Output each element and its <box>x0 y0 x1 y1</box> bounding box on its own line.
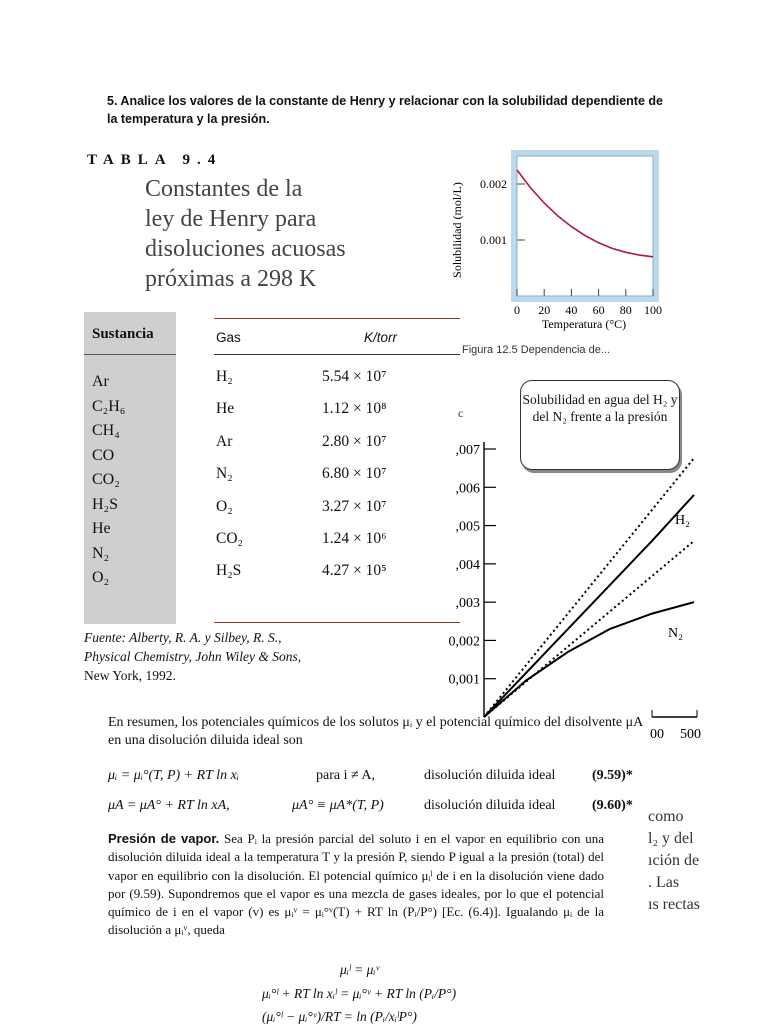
table-row <box>214 558 460 590</box>
table-source <box>84 628 384 685</box>
table-header-rule <box>214 354 460 355</box>
table-row <box>214 396 460 428</box>
y-tick-label: ,003 <box>455 596 480 612</box>
gas-cell: N₂ <box>216 465 233 483</box>
y-tick-label: 0.002 <box>480 177 507 191</box>
substance-item: Ar <box>92 373 109 390</box>
x-tick-label: 40 <box>565 303 578 317</box>
equation-number: (9.59)* <box>592 768 633 783</box>
x-tick-label: 500 <box>680 727 701 740</box>
x-tick-label: 60 <box>592 303 605 317</box>
table-title-line: ley de Henry para <box>145 206 317 232</box>
k-cell: 6.80 × 10⁷ <box>322 465 387 483</box>
table-row <box>214 364 460 396</box>
substance-item: C₂H₆ <box>92 397 126 415</box>
y-axis-label: Solubilidad (mol/L) <box>450 182 464 278</box>
gas-cell: CO₂ <box>216 529 243 547</box>
figure-caption-fragment: Figura 12.5 Dependencia de... <box>462 344 610 356</box>
y-tick-label: 0,002 <box>448 634 480 650</box>
substance-item: N₂ <box>92 544 110 562</box>
y-tick-label: 0.001 <box>480 233 507 247</box>
table-title <box>145 174 346 294</box>
table-row <box>214 429 460 461</box>
equation-label: disolución diluida ideal <box>424 768 556 783</box>
equation-lhs: μA = μA° + RT ln xA, <box>108 798 230 813</box>
x-tick-label: 20 <box>538 303 551 317</box>
question-text: 5. Analice los valores de la constante de Henry y relacionar con la solubilidad dependiente de la temperatura y la presión. <box>107 94 663 126</box>
bottom-equation: μᵢˡ = μᵢᵛ <box>340 962 380 977</box>
substance-column <box>84 312 176 624</box>
x-tick-label: 0 <box>514 303 520 317</box>
vapor-pressure-paragraph <box>108 830 604 940</box>
solubility-temperature-chart <box>447 150 707 335</box>
gas-cell: Ar <box>216 432 233 450</box>
text-fragment: l₂ y del <box>648 830 694 847</box>
k-cell: 3.27 × 10⁷ <box>322 497 387 515</box>
callout-text: Solubilidad en agua del H₂ y del N₂ frente a la presión <box>522 392 678 424</box>
source-line: Fuente: Alberty, R. A. y Silbey, R. S., <box>84 630 282 645</box>
gas-cell: H₂ <box>216 368 233 385</box>
x-tick-label: 00 <box>650 727 664 740</box>
k-cell: 4.27 × 10⁵ <box>322 562 387 580</box>
substance-header: Sustancia <box>92 326 154 342</box>
table-bottom-rule <box>214 622 460 623</box>
n2-curve <box>484 602 694 717</box>
x-axis-label: Temperatura (°C) <box>541 317 627 331</box>
series-label-h2: H₂ <box>675 513 690 528</box>
h2-curve <box>484 495 694 717</box>
plot-area <box>517 156 653 296</box>
table-top-rule <box>214 318 460 319</box>
h2-ideal-line <box>484 458 694 717</box>
equation-lhs: μᵢ = μᵢ°(T, P) + RT ln xᵢ <box>108 768 240 783</box>
source-line: Physical Chemistry, John Wiley & Sons, <box>84 649 302 664</box>
k-cell: 2.80 × 10⁷ <box>322 432 387 450</box>
equation-condition: μA° ≡ μA*(T, P) <box>292 798 384 813</box>
equation-label: disolución diluida ideal <box>424 798 556 813</box>
series-label-n2: N₂ <box>668 626 683 641</box>
table-row <box>214 526 460 558</box>
k-header: K/torr <box>364 330 398 345</box>
gas-header: Gas <box>216 330 241 345</box>
gas-cell: O₂ <box>216 497 233 515</box>
text-fragment: como <box>648 808 684 825</box>
right-text-fragments <box>648 806 768 916</box>
vapor-title: Presión de vapor. <box>108 831 220 846</box>
vapor-body: Sea Pᵢ la presión parcial del soluto i en el vapor en equilibrio con una disolución diluida ideal a la temperatura T y la presión P, siendo P igual a la presión (total) del vapor en equilibrio con la disolución. El potencial químico μᵢˡ de i en la disolución viene dado por (9.59). Supondremos que el vapor es una mezcla de gases ideales, por lo que el potencial químico de i en el vapor (v) es μᵢᵛ = μᵢ°ᵛ(T) + RT ln (Pᵢ/P°) [Ec. (6.4)]. Igualando μᵢ de la disolución a μᵢᵛ, queda <box>108 831 605 938</box>
text-fragment: c <box>458 406 464 420</box>
divider <box>84 354 176 355</box>
y-tick-label: ,007 <box>455 443 480 458</box>
substance-item: H₂S <box>92 495 119 513</box>
substance-item: O₂ <box>92 569 110 586</box>
x-tick-label: 100 <box>644 303 662 317</box>
chart-callout <box>520 380 680 470</box>
table-title-line: Constantes de la <box>145 176 303 202</box>
substance-item: CO₂ <box>92 471 120 488</box>
source-line: New York, 1992. <box>84 668 176 683</box>
equation-number: (9.60)* <box>592 798 633 813</box>
gas-cell: He <box>216 400 235 418</box>
substance-item: He <box>92 520 111 537</box>
k-cell: 1.24 × 10⁶ <box>322 529 387 547</box>
substance-item: CO <box>92 446 115 464</box>
table-title-line: disoluciones acuosas <box>145 236 346 262</box>
n2-ideal-line <box>484 541 694 717</box>
k-cell: 5.54 × 10⁷ <box>322 368 387 385</box>
y-tick-label: 0,001 <box>448 672 480 688</box>
text-fragment: . Las <box>648 874 680 891</box>
substance-item: CH₄ <box>92 422 120 439</box>
gas-cell: H₂S <box>216 562 242 580</box>
summary-paragraph: En resumen, los potenciales químicos de los solutos μᵢ y el potencial químico del disolvente μA en una disolución diluida ideal son <box>108 715 643 748</box>
bottom-equation: (μᵢ°ˡ − μᵢ°ᵛ)/RT = ln (Pᵢ/xᵢˡP°) <box>262 1009 417 1024</box>
text-fragment: ıción de <box>648 852 700 869</box>
x-tick-label: 80 <box>619 303 632 317</box>
table-row <box>214 461 460 493</box>
y-tick-label: ,004 <box>455 557 480 573</box>
table-row <box>214 494 460 526</box>
equation-condition: para i ≠ A, <box>316 768 376 783</box>
bottom-equation: μᵢ°ˡ + RT ln xᵢˡ = μᵢ°ᵛ + RT ln (Pᵢ/P°) <box>262 986 457 1001</box>
k-cell: 1.12 × 10⁸ <box>322 400 387 418</box>
y-tick-label: ,006 <box>455 481 480 497</box>
table-label: TABLA 9.4 <box>87 152 223 168</box>
text-fragment: ıs rectas <box>648 896 700 913</box>
y-tick-label: ,005 <box>455 519 480 535</box>
table-title-line: próximas a 298 K <box>145 266 317 292</box>
